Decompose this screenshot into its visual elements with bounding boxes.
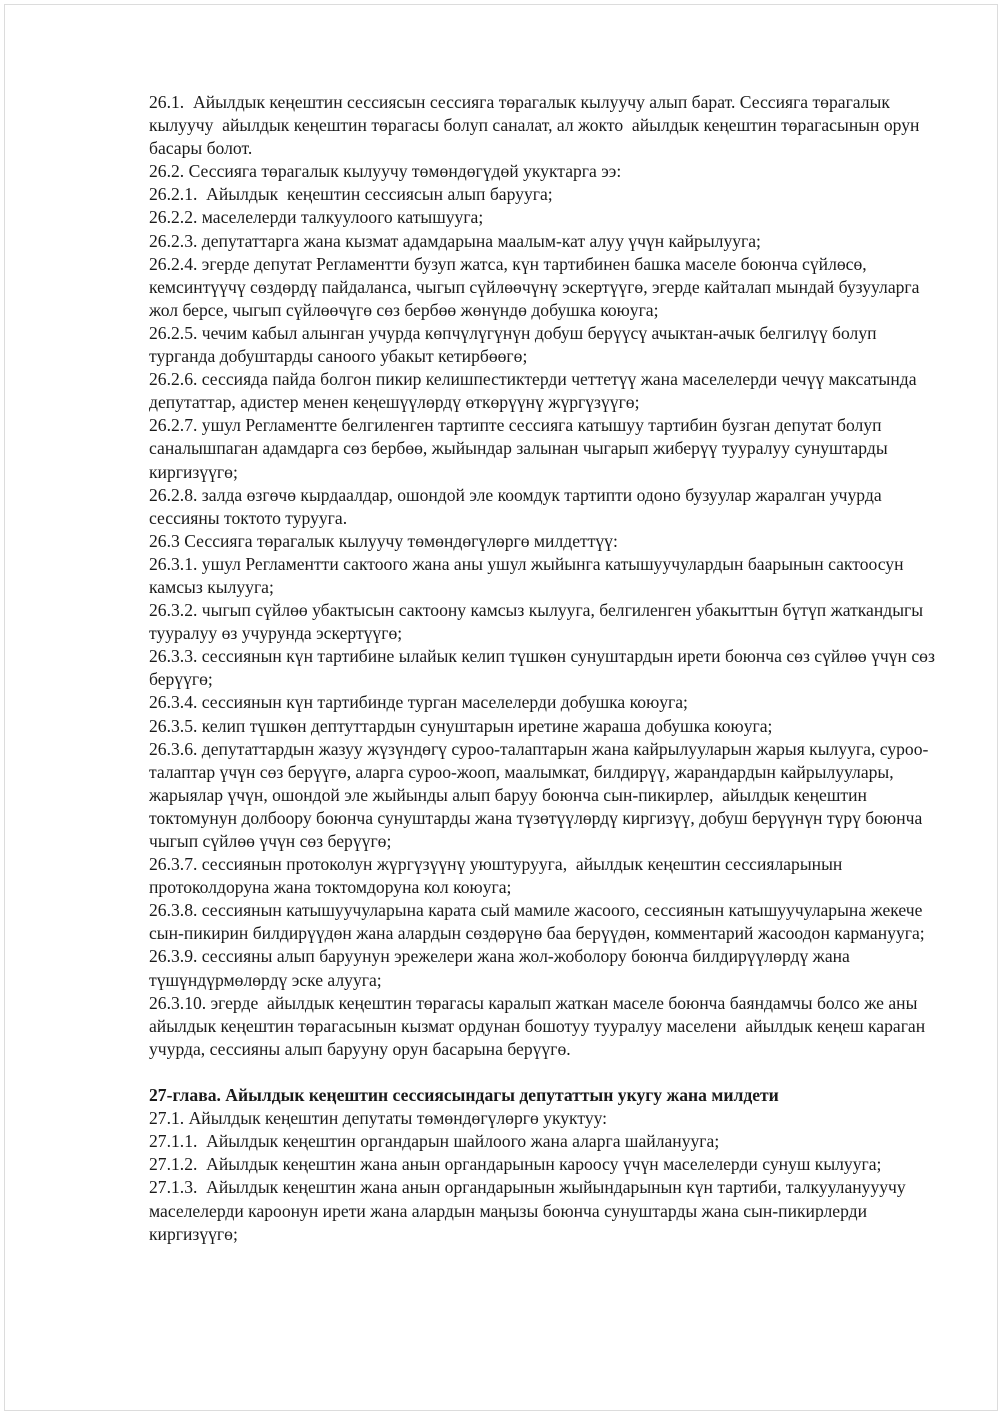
paragraph-27-1: 27.1. Айылдык кеңештин депутаты төмөндөгүлөргө укуктуу: [149,1108,608,1129]
paragraph-27-1-1: 27.1.1. Айылдык кеңештин органдарын шайлоого жана аларга шайланууга; [149,1131,720,1152]
paragraph-26-2-1: 26.2.1. Айылдык кеңештин сессиясын алып барууга; [149,184,553,205]
paragraph-26-3-4: 26.3.4. сессиянын күн тартибинде турган маселелерди добушка коюуга; [149,692,688,713]
paragraph-26-3-5: 26.3.5. келип түшкөн дептуттардын сунуштарын иретине жараша добушка коюуга; [149,715,773,736]
paragraph-26-3-1: 26.3.1. ушул Регламентти сактоого жана аны ушул жыйынга катышуучулардын баарынын сактоосун камсыз кылууга; [149,553,908,597]
paragraph-26-2-5: 26.2.5. чечим кабыл алынган учурда көпчүлүгүнүн добуш берүүсү ачыктан-ачык белгилүү болуп турганда добуштарды саноого убакыт кетирбөөгө; [149,322,881,367]
paragraph-26-2-3: 26.2.3. депутаттарга жана кызмат адамдарына маалым-кат алуу үчүн кайрылууга; [149,230,761,251]
paragraph-27-1-3: 27.1.3. Айылдык кеңештин жана анын органдарынын жыйындарынын күн тартиби, талкууланууучу маселелерди кароонун ирети жана алардын маңызы боюнча сунуштарды жана сын-пикирлерди киргизүүгө; [149,1177,911,1244]
paragraph-27-1-2: 27.1.2. Айылдык кеңештин жана анын органдарынын кароосу үчүн маселелерди сунуш кылууга; [149,1154,882,1175]
paragraph-26-3-7: 26.3.7. сессиянын протоколун жүргүзүүнү уюштурууга, айылдык кеңештин сессияларынын протоколдоруна жана токтомдоруна кол коюуга; [149,854,847,898]
paragraph-26-3-10: 26.3.10. эгерде айылдык кеңештин төрагасы каралып жаткан маселе боюнча баяндамчы болсо же аны айылдык кеңештин төрагасынын кызмат ордунан бошотуу тууралуу маселени айылдык кеңеш караган учурда, сессияны алып барууну орун басарына берүүгө. [149,992,930,1059]
paragraph-26-2-2: 26.2.2. маселелерди талкуулоого катышууга; [149,207,484,228]
paragraph-26-2-8: 26.2.8. залда өзгөчө кырдаалдар, ошондой эле коомдук тартипти одоно бузуулар жаралган учурда сессияны токтото турууга. [149,484,887,528]
paragraph-26-3-6: 26.3.6. депутаттардын жазуу жүзүндөгү суроо-талаптарын жана кайрылууларын жарыя кылууга, суроо-талаптар үчүн сөз берүүгө, аларга суроо-жооп, маалымкат, билдирүү, жарандардын кайрылуулары, жарыялар үчүн, ошондой эле жыйынды алып баруу боюнча сын-пикирлер, айылдык кеңештин токтомунун долбоору боюнча сунуштарды жана түзөтүүлөрдү киргизүү, добуш берүүнүн түрү боюнча чыгып сүйлөө үчүн сөз берүүгө; [149,738,929,851]
paragraph-26-2-4: 26.2.4. эгерде депутат Регламентти бузуп жатса, күн тартибинен башка маселе боюнча сүйлөсө, кемсинтүүчү сөздөрдү пайдаланса, чыгып сүйлөөчүнү эскертүүгө, эгерде кайталап мындай бузууларга жол берсе, чыгып сүйлөөчүгө сөз бербөө жөнүндө добушка коюуга; [149,253,924,320]
chapter-27-heading: 27-глава. Айылдык кеңештин сессиясындагы депутаттын укугу жана милдети [149,1085,779,1106]
paragraph-26-3-2: 26.3.2. чыгып сүйлөө убактысын сактоону камсыз кылууга, белгиленген убакыттын бүтүп жаткандыгы тууралуу өз учурунда эскертүүгө; [149,600,928,644]
paragraph-26-2: 26.2. Сессияга төрагалык кылуучу төмөндөгүдөй укуктарга ээ: [149,161,622,182]
paragraph-26-3-9: 26.3.9. сессияны алып баруунун эрежелери жана жол-жоболору боюнча билдирүүлөрдү жана түшүндүрмөлөрдү эске алууга; [149,946,855,990]
paragraph-26-3-3: 26.3.3. сессиянын күн тартибине ылайык келип түшкөн сунуштардын ирети боюнча сөз сүйлөө үчүн сөз берүүгө; [149,646,940,690]
paragraph-26-2-7: 26.2.7. ушул Регламентте белгиленген тартипте сессияга катышуу тартибин бузган депутат болуп саналышпаган адамдарга сөз бербөө, жыйындар залынан чыгарып жиберүү тууралуу сунуштарды киргизүүгө; [149,415,893,482]
paragraph-26-3-8: 26.3.8. сессиянын катышуучуларына карата сый мамиле жасоого, сессиянын катышуучуларына жекече сын-пикирин билдирүүдөн жана алардын сөздөрүнө баа берүүдөн, комментарий жасоодон карманууга; [149,900,927,944]
document-body [149,91,939,1246]
paragraph-26-3: 26.3 Сессияга төрагалык кылуучу төмөндөгүлөргө милдеттүү: [149,530,618,551]
document-page [4,4,998,1411]
blank-line [149,1061,939,1084]
paragraph-26-1: 26.1. Айылдык кеңештин сессиясын сессияга төрагалык кылуучу алып барат. Сессияга төрагалык кылуучу айылдык кеңештин төрагасы болуп саналат, ал жокто айылдык кеңештин төрагасынын орун басары болот. [149,92,924,159]
paragraph-26-2-6: 26.2.6. сессияда пайда болгон пикир келишпестиктерди четтетүү жана маселелерди чечүү максатында депутаттар, адистер менен кеңешүүлөрдү өткөрүүнү жүргүзүүгө; [149,369,921,413]
